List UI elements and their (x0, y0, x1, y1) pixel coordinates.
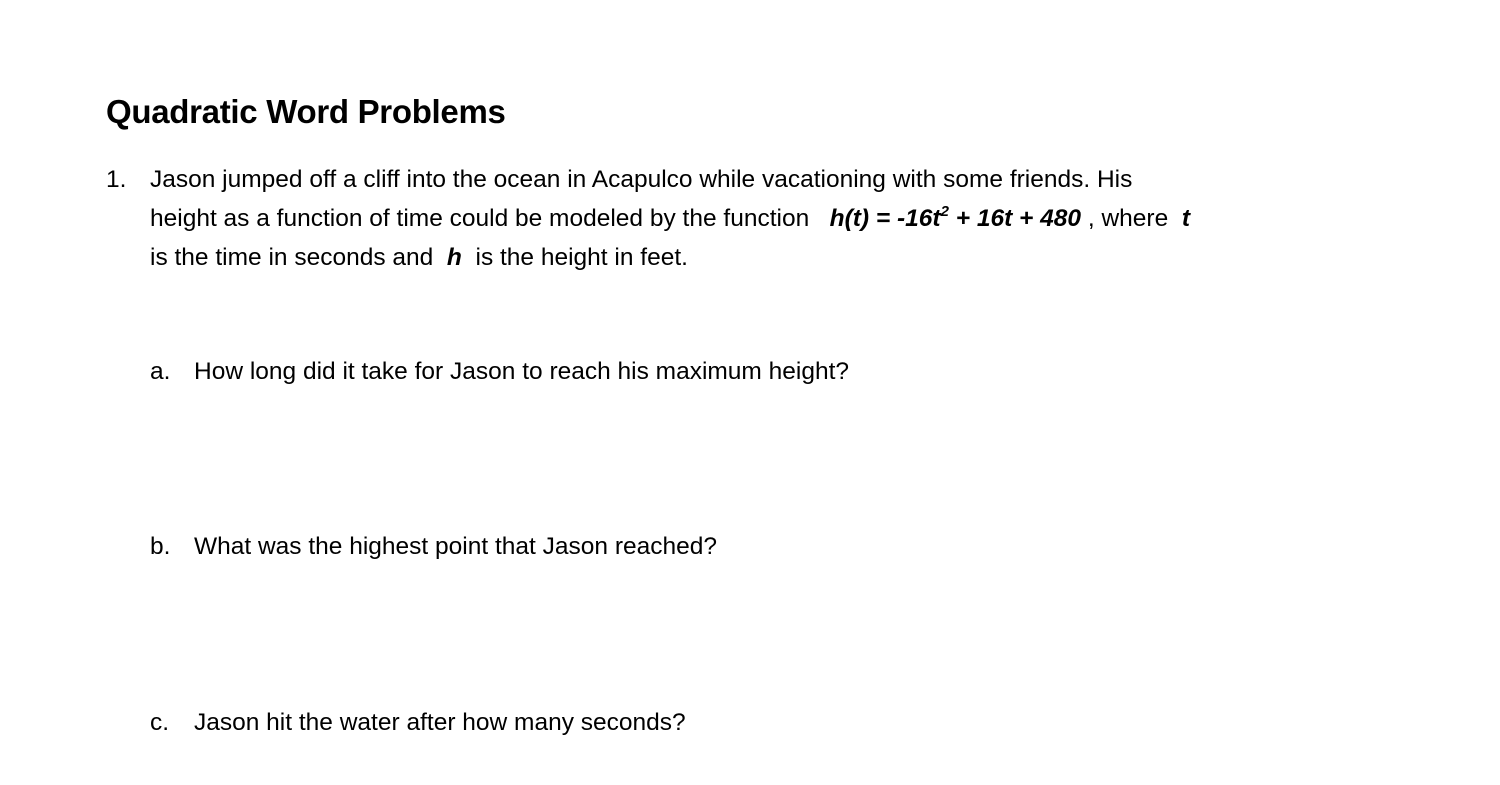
part-question: Jason hit the water after how many seconds? (194, 709, 686, 736)
part-question: How long did it take for Jason to reach his maximum height? (194, 358, 850, 385)
problem-line-2 (150, 199, 1330, 238)
part-letter: a. (150, 358, 171, 385)
part-question: What was the highest point that Jason reached? (194, 533, 717, 560)
problem-line-3 (150, 238, 1330, 277)
variable-h: h (446, 244, 462, 271)
equation-exponent: 2 (940, 203, 949, 220)
page-title: Quadratic Word Problems (106, 93, 506, 130)
problem-line-3-text: is the time in seconds and (150, 244, 434, 271)
height-equation (830, 205, 1081, 232)
equation-lhs: h(t) = -16t (829, 205, 941, 232)
problem-line-2-after: , where (1087, 205, 1169, 232)
part-letter: c. (150, 709, 170, 736)
part-letter: b. (150, 533, 171, 560)
problem-statement (150, 160, 1330, 277)
problem-line-3-after: is the height in feet. (475, 244, 688, 271)
equation-rhs: + 16t + 480 (948, 205, 1082, 232)
problem-line-1: Jason jumped off a cliff into the ocean in Acapulco while vacationing with some friends. His (150, 166, 1133, 193)
problem-line-2-text: height as a function of time could be modeled by the function (150, 205, 810, 232)
problem-number: 1. (106, 166, 127, 193)
variable-t: t (1181, 205, 1190, 232)
